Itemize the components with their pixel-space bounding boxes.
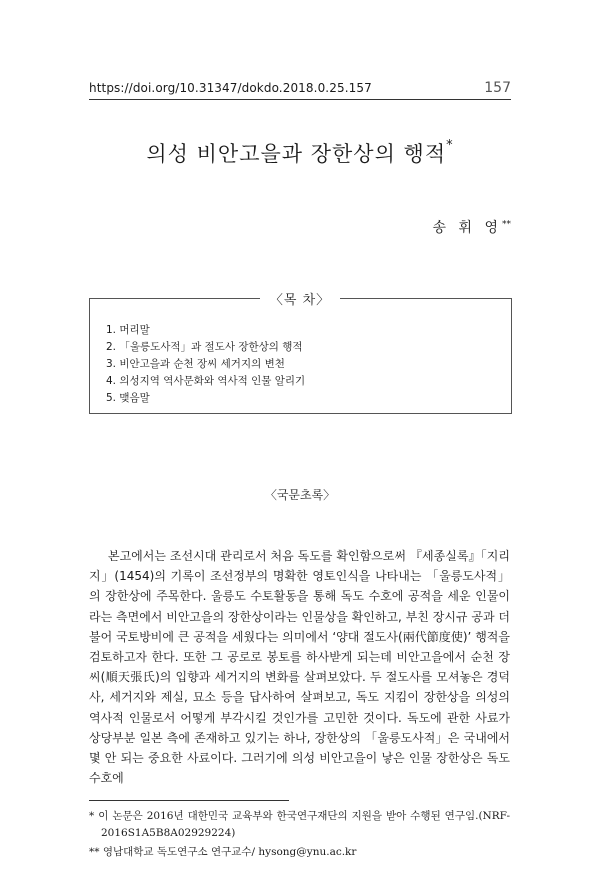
paper-title-text: 의성 비안고을과 장한상의 행적 (146, 142, 447, 166)
title-footnote-marker[interactable]: * (446, 138, 454, 153)
toc-item: 2. 「울릉도사적」과 절도사 장한상의 행적 (106, 341, 303, 353)
footnote-rule (89, 800, 289, 801)
toc-item: 3. 비안고을과 순천 장씨 세거지의 변천 (106, 358, 285, 370)
doi-link[interactable]: https://doi.org/10.31347/dokdo.2018.0.25.157 (89, 81, 372, 95)
footnote-1: * 이 논문은 2016년 대한민국 교육부와 한국연구재단의 지원을 받아 수행된 연구임.(NRF-2016S1A5B8A02929224) (89, 810, 510, 839)
author (433, 217, 511, 237)
footnotes (89, 808, 510, 861)
toc-item: 1. 머리말 (106, 324, 150, 336)
paper-title (0, 138, 600, 168)
abstract-heading: 〈국문초록〉 (264, 488, 336, 502)
page-number: 157 (484, 80, 511, 96)
abstract-body: 본고에서는 조선시대 관리로서 처음 독도를 확인함으로써 『세종실록』「지리지」(1454)의 기록이 조선정부의 명확한 영토인식을 나타내는 「울릉도사적」의 장한상에 주목한다. 울릉도 수토활동을 통해 독도 수호에 공적을 세운 인물이라는 측면에서 비안고을의 장한상이라는 인물상을 확인하고, 부친 장시규 공과 더불어 국토방비에 큰 공적을 세웠다는 의미에서 ‘양대 절도사(兩代節度使)’ 행적을 검토하고자 한다. 또한 그 공로로 봉토를 하사받게 되는데 비안고을에서 순천 장씨(順天張氏)의 입향과 세거지의 변화를 살펴보았다. 두 절도사를 모셔놓은 경덕사, 세거지와 제실, 묘소 등을 답사하여 살펴보고, 독도 지킴이 장한상을 의성의 역사적 인물로서 어떻게 부각시킬 것인가를 고민한 것이다. 독도에 관한 사료가 상당부분 일본 측에 존재하고 있기는 하나, 장한상의 「울릉도사적」은 국내에서 몇 안 되는 중요한 사료이다. 그러기에 의성 비안고을이 낳은 인물 장한상은 독도 수호에 (89, 549, 510, 786)
toc-list (106, 322, 305, 407)
toc-item: 4. 의성지역 역사문화와 역사적 인물 알리기 (106, 375, 306, 387)
footnote-2: ** 영남대학교 독도연구소 연구교수/ hysong@ynu.ac.kr (89, 846, 357, 858)
author-footnote-marker[interactable]: ** (502, 219, 511, 230)
header-rule (89, 99, 511, 100)
toc-heading (0, 289, 600, 308)
author-name: 송 휘 영 (432, 220, 502, 236)
toc-item: 5. 맺음말 (106, 392, 150, 404)
running-header (89, 77, 511, 99)
toc-heading-text: 〈목 차〉 (260, 293, 340, 308)
